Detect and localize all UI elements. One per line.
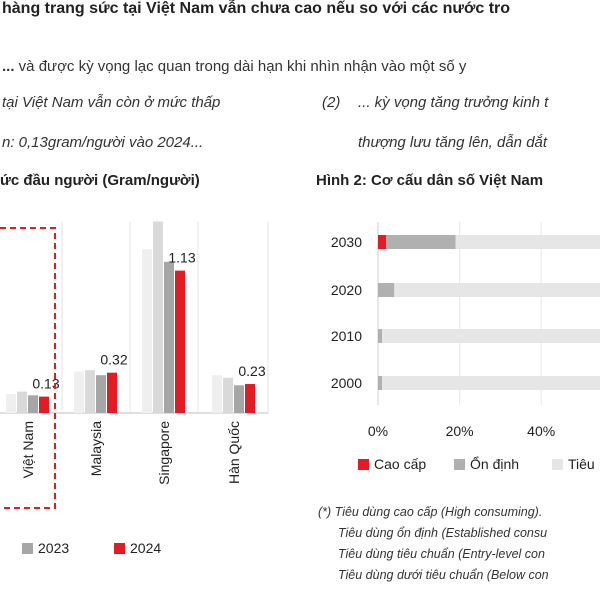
category-label-0: Việt Nam (20, 421, 36, 479)
legend-on-dinh (454, 456, 519, 472)
legend-2024-label: 2024 (130, 540, 162, 556)
legend-tieu (552, 456, 595, 472)
note-2: Tiêu dùng ổn định (Established consu (338, 526, 548, 540)
point2-line2: thượng lưu tăng lên, dẫn dắt (358, 134, 548, 151)
category-label-3: Hàn Quốc (226, 421, 242, 485)
point2-number: (2) (322, 94, 341, 111)
legend-tieu-label: Tiêu (568, 456, 595, 472)
legend-2023-label: 2023 (38, 540, 70, 556)
bar-2010-Ổn định (378, 329, 382, 343)
bar-2000-Tiêu (382, 376, 600, 390)
data-label-Malaysia: 0.32 (100, 351, 128, 368)
legend-on-dinh-swatch (454, 459, 465, 470)
page-title: hàng trang sức tại Việt Nam vẫn chưa cao nếu so với các nước tro (2, 0, 511, 17)
legend-2024 (114, 540, 161, 556)
legend-cao-cap (358, 456, 426, 472)
legend-on-dinh-label: Ổn định (470, 456, 520, 472)
legend-cao-cap-swatch (358, 459, 369, 470)
legend-2023 (22, 540, 69, 556)
bar-2030-Tiêu (456, 235, 600, 249)
note-1: (*) Tiêu dùng cao cấp (High consuming). (318, 505, 543, 519)
subtitle-text: và được kỳ vọng lạc quan trong dài hạn khi nhìn nhận vào một số y (14, 58, 467, 75)
category-label-2030: 2030 (330, 234, 362, 250)
point1-line1: tại Việt Nam vẫn còn ở mức thấp (2, 94, 221, 111)
legend-tieu-swatch (552, 459, 563, 470)
category-label-2020: 2020 (330, 282, 362, 298)
data-label-Singapore: 1.13 (168, 249, 196, 266)
data-label-Việt Nam: 0.13 (32, 375, 60, 392)
x-tick-label: 0% (367, 423, 389, 439)
point1-line2: n: 0,13gram/người vào 2024... (2, 134, 204, 151)
bar-2020-Tiêu (394, 283, 600, 297)
bar-2000-Ổn định (378, 376, 382, 390)
bar-2020-Ổn định (378, 283, 394, 297)
legend-2023-swatch (22, 543, 33, 554)
point2-line1: ... kỳ vọng tăng trưởng kinh t (358, 94, 549, 111)
legend-2024-swatch (114, 543, 125, 554)
note-3: Tiêu dùng tiêu chuẩn (Entry-level con (338, 547, 545, 561)
subtitle-lead: ... (2, 58, 15, 75)
x-tick-label: 20% (445, 423, 474, 439)
category-label-1: Malaysia (88, 421, 104, 477)
bar-2030-Ổn định (386, 235, 455, 249)
bar-2030-Cao cấp (378, 235, 386, 249)
chart2-title: Hình 2: Cơ cấu dân số Việt Nam (316, 172, 544, 189)
category-label-2000: 2000 (330, 375, 362, 391)
bar-2010-Tiêu (382, 329, 600, 343)
chart1-title: ức đầu người (Gram/người) (0, 172, 200, 189)
category-label-2: Singapore (156, 421, 172, 485)
legend-cao-cap-label: Cao cấp (374, 456, 427, 472)
category-label-2010: 2010 (330, 328, 362, 344)
x-tick-label: 40% (527, 423, 556, 439)
data-label-Hàn Quốc: 0.23 (238, 363, 266, 380)
note-4: Tiêu dùng dưới tiêu chuẩn (Below con (338, 568, 549, 582)
